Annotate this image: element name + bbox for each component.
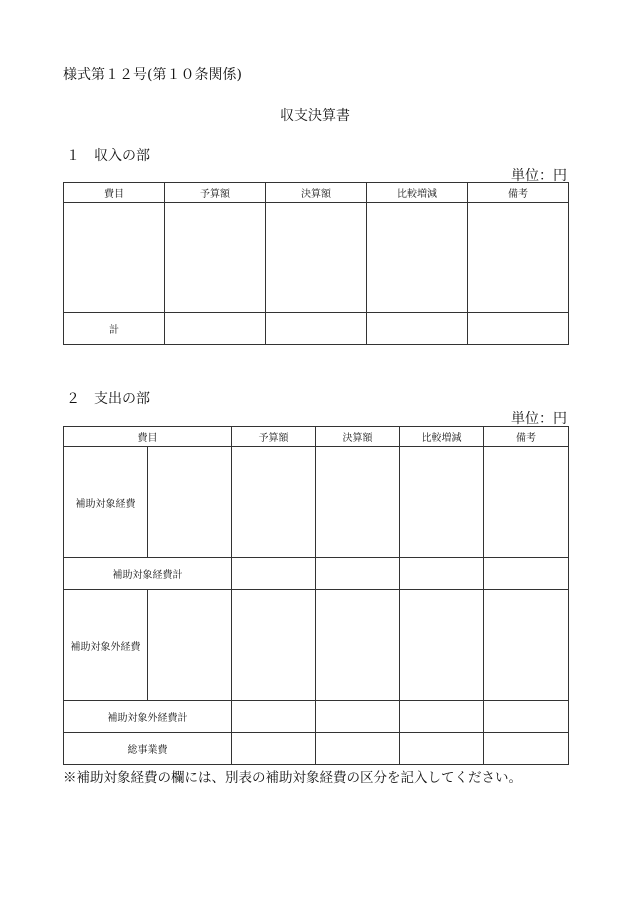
subsidized-remarks-cell[interactable] bbox=[484, 447, 569, 558]
non-subsidized-total-remarks-cell[interactable] bbox=[484, 701, 569, 733]
grand-total-actual-cell[interactable] bbox=[316, 733, 400, 765]
non-subsidized-total-label: 補助対象外経費計 bbox=[64, 701, 232, 733]
expense-header-difference: 比較増減 bbox=[400, 427, 484, 447]
grand-total-budget-cell[interactable] bbox=[232, 733, 316, 765]
non-subsidized-label: 補助対象外経費 bbox=[64, 590, 148, 701]
grand-total-remarks-cell[interactable] bbox=[484, 733, 569, 765]
expense-header-remarks: 備考 bbox=[484, 427, 569, 447]
subsidized-total-remarks-cell[interactable] bbox=[484, 558, 569, 590]
non-subsidized-total-row bbox=[64, 701, 569, 733]
income-budget-cell[interactable] bbox=[165, 203, 266, 313]
subsidized-total-budget-cell[interactable] bbox=[232, 558, 316, 590]
income-header-item: 費目 bbox=[64, 183, 165, 203]
income-header-actual: 決算額 bbox=[266, 183, 367, 203]
subsidized-budget-cell[interactable] bbox=[232, 447, 316, 558]
income-total-difference-cell[interactable] bbox=[367, 313, 468, 345]
expense-header-item: 費目 bbox=[64, 427, 232, 447]
expense-header-budget: 予算額 bbox=[232, 427, 316, 447]
document-title: 収支決算書 bbox=[280, 108, 350, 124]
income-header-row bbox=[64, 183, 569, 203]
non-subsidized-total-actual-cell[interactable] bbox=[316, 701, 400, 733]
subsidized-category-cell[interactable] bbox=[148, 447, 232, 558]
non-subsidized-category-cell[interactable] bbox=[148, 590, 232, 701]
subsidized-total-actual-cell[interactable] bbox=[316, 558, 400, 590]
income-unit-label: 単位：円 bbox=[511, 168, 567, 184]
income-remarks-cell[interactable] bbox=[468, 203, 569, 313]
expense-table bbox=[63, 426, 569, 765]
expense-unit-label: 単位：円 bbox=[511, 411, 567, 427]
income-actual-cell[interactable] bbox=[266, 203, 367, 313]
subsidized-label: 補助対象経費 bbox=[64, 447, 148, 558]
income-header-remarks: 備考 bbox=[468, 183, 569, 203]
subsidized-actual-cell[interactable] bbox=[316, 447, 400, 558]
expense-section-heading: ２ 支出の部 bbox=[66, 391, 150, 407]
non-subsidized-actual-cell[interactable] bbox=[316, 590, 400, 701]
income-total-remarks-cell[interactable] bbox=[468, 313, 569, 345]
grand-total-row bbox=[64, 733, 569, 765]
footnote: ※補助対象経費の欄には、別表の補助対象経費の区分を記入してください。 bbox=[63, 770, 522, 786]
non-subsidized-budget-cell[interactable] bbox=[232, 590, 316, 701]
subsidized-difference-cell[interactable] bbox=[400, 447, 484, 558]
form-label: 様式第１２号(第１０条関係) bbox=[63, 67, 242, 83]
non-subsidized-total-difference-cell[interactable] bbox=[400, 701, 484, 733]
expense-header-actual: 決算額 bbox=[316, 427, 400, 447]
income-table bbox=[63, 182, 569, 345]
income-total-label: 計 bbox=[64, 313, 165, 345]
income-total-actual-cell[interactable] bbox=[266, 313, 367, 345]
income-header-difference: 比較増減 bbox=[367, 183, 468, 203]
non-subsidized-total-budget-cell[interactable] bbox=[232, 701, 316, 733]
subsidized-row bbox=[64, 447, 569, 558]
income-difference-cell[interactable] bbox=[367, 203, 468, 313]
non-subsidized-difference-cell[interactable] bbox=[400, 590, 484, 701]
subsidized-total-label: 補助対象経費計 bbox=[64, 558, 232, 590]
subsidized-total-difference-cell[interactable] bbox=[400, 558, 484, 590]
income-total-budget-cell[interactable] bbox=[165, 313, 266, 345]
income-header-budget: 予算額 bbox=[165, 183, 266, 203]
grand-total-difference-cell[interactable] bbox=[400, 733, 484, 765]
subsidized-total-row bbox=[64, 558, 569, 590]
non-subsidized-row bbox=[64, 590, 569, 701]
income-total-row bbox=[64, 313, 569, 345]
income-section-heading: １ 収入の部 bbox=[66, 148, 150, 164]
income-item-cell[interactable] bbox=[64, 203, 165, 313]
grand-total-label: 総事業費 bbox=[64, 733, 232, 765]
income-body-row bbox=[64, 203, 569, 313]
expense-header-row bbox=[64, 427, 569, 447]
non-subsidized-remarks-cell[interactable] bbox=[484, 590, 569, 701]
